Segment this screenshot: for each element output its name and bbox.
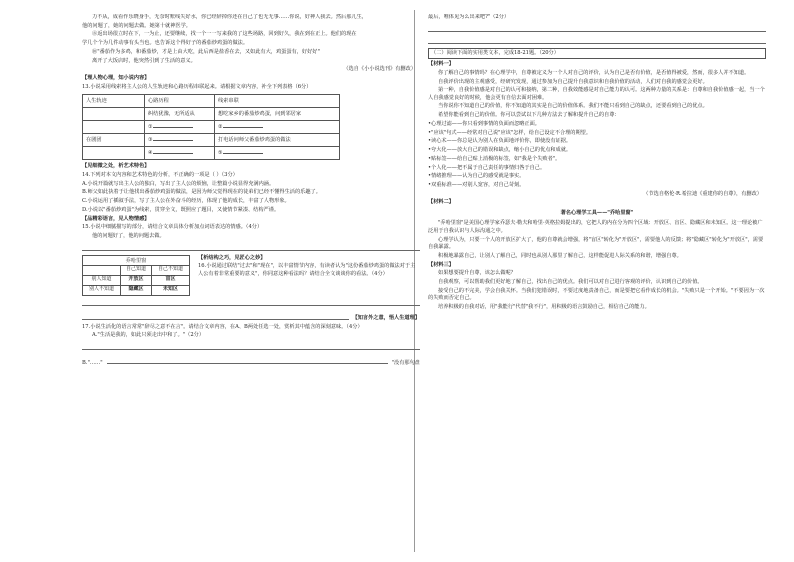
section-heading: 【理人物心理，知小说内容】 — [82, 75, 150, 82]
table-cell[interactable] — [215, 121, 340, 134]
passage-paragraph: 希望你能看到自己的价值。你可以尝试以下几种方法去了解和提升自己的自尊： — [438, 112, 620, 119]
option-b[interactable]: B."……" — [82, 360, 103, 367]
passage-paragraph: 如果想要提升自尊，该怎么做呢？ — [438, 270, 516, 277]
passage-paragraph: 他的问题了，她的问题去做。她第十就神医学。 — [82, 22, 191, 29]
question-14: 14.下列对本文内容和艺术特色的分析，不正确的一项是（ ）（3分） — [82, 172, 238, 178]
table-cell[interactable] — [145, 147, 215, 160]
table-cell[interactable] — [145, 134, 215, 147]
table-cell: 盲区 — [152, 275, 190, 285]
passage-source: （节选自格伦·R.希拉迪《重建你的自尊》，有删改） — [643, 190, 762, 197]
johari-window — [82, 255, 190, 296]
bullet-item: •贴标签——给自己贴上消极的标签，如"我是个失败者"。 — [428, 155, 561, 162]
passage-paragraph: 自我评价出现的主观感受，经研究发现，通过参加为自己提升自我意识和自我价值的活动，人们对自我的感觉会更好。 — [438, 78, 708, 85]
article-title: 著名心理学工具——"乔哈里窗" — [560, 209, 634, 216]
passage-paragraph: 接受自己的不完美，学会自我关怀。当我们犯错误时，不要过度地责备自己，而是要把它看作成长的机会。"失败只是一个开始。"不要因为一次的失败而否定自己。 — [428, 287, 765, 302]
table-cell: 别人不知道 — [83, 285, 121, 295]
question-15: 15.小说中细腻描写的部分，请结合文章具体分析加点词语表达的情感。（4分） — [82, 224, 263, 231]
blank-marker: ⑤ — [218, 150, 223, 157]
q17b-quote: "没有那句盘 — [391, 360, 420, 367]
question-17: 17.小说生活化的语言常常"辞尽之意不在言"。请结合文章内容，在A、B两处任选一处，赏析其中蕴含的深刻意味。（4分） — [82, 323, 363, 330]
bullet-item: •夸大化——放大自己的错误和缺点，缩小自己的优点和成就。 — [428, 147, 572, 154]
table-header — [83, 265, 121, 275]
left-column — [82, 14, 420, 548]
answer-line[interactable] — [82, 298, 420, 306]
section-heading: 【品精彩语言，见人物情感】 — [82, 215, 150, 222]
blank-marker: ① — [148, 124, 153, 131]
continued-answer: 最后，唯体见为么出来吧?"（2分） — [428, 14, 510, 20]
section-heading: 【知言外之意，悟人生道理】 — [352, 314, 420, 321]
table-cell: 隐藏区 — [120, 285, 151, 295]
option-a[interactable]: A.小说开篇就写出主人公的独白，写出了主人公的烦恼，让整篇小说显得充满内涵。 — [82, 180, 275, 187]
question-16-wrap — [198, 255, 420, 296]
table-header: 线索串联 — [215, 95, 340, 108]
option-c[interactable]: C.小说运用了插叙手法，写了主人公在外奋斗的经历，体现了他的成长，丰富了人物形象。 — [82, 198, 290, 205]
heading-line-row — [82, 310, 420, 324]
bullet-item: •情绪推理——认为自己的感受就是事实。 — [428, 173, 525, 180]
answer-line[interactable] — [428, 36, 766, 44]
right-column — [428, 14, 766, 548]
answer-table — [82, 94, 340, 160]
passage-paragraph: 自我观察，可以帮助我们更好地了解自己，找出自己的优点。我们可以对自己进行客观的评价，认识到自己的价值。 — [438, 279, 703, 286]
material-label: 【材料三】 — [428, 261, 454, 268]
answer-line[interactable] — [428, 24, 766, 32]
table-header: 自己知道 — [120, 265, 151, 275]
table-cell: 开放区 — [120, 275, 151, 285]
table-cell: 打电话问师父番茄炒鸡蛋的做法 — [215, 134, 340, 147]
passage-paragraph: 当你说你不知道自己的价值，你不知道的其实是自己的价值体系。我们不能只看到自己的缺点，还要看到自己的优点。 — [438, 103, 708, 110]
quoted-sentence: 他的问题好了，他的问题去做。 — [92, 233, 165, 240]
option-a[interactable]: A."生活是我的，如此只须走出中和了。"（2分） — [92, 332, 205, 339]
answer-blank[interactable] — [153, 149, 193, 154]
material-label: 【材料一】 — [428, 61, 454, 68]
table-cell[interactable] — [145, 121, 215, 134]
material-label: 【材料二】 — [428, 199, 454, 206]
table-cell — [83, 147, 145, 160]
table-header: 自己不知道 — [152, 265, 190, 275]
passage-paragraph: "乔哈里窗"是美国心理学家乔瑟夫·勒夫和哈里·英格拉姆提出的，它把人的内在分为四个区域：开放区、盲区、隐藏区和未知区。这一理论被广泛用于自我认识与人际沟通之中。 — [428, 220, 763, 234]
passage-paragraph: 你了解自己的事情吗？在心理学中，自尊被定义为一个人对自己的评价，认为自己是否有价值，是否值得被爱，然而，很多人并不知道。 — [438, 69, 750, 76]
table-cell: 在剧团 — [83, 134, 145, 147]
table-header: 人生轨迹 — [83, 95, 145, 108]
q17b-row — [82, 354, 420, 368]
bullet-item: •心理过滤——你只看到事情的负面而忽略正面。 — [428, 120, 540, 127]
section-heading: 【析结构之巧，见匠心之妙】 — [198, 254, 266, 261]
question-13: 13.小说采用线索将主人公的人生轨迹和心路历程串联起来。请根据文章内容，补全下列表格（6分） — [82, 83, 312, 90]
blank-marker: ③ — [148, 137, 153, 144]
answer-blank[interactable] — [153, 136, 193, 141]
q16-block — [82, 255, 420, 296]
bullet-item: •"应该"句式——经常对自己说"应该"怎样，给自己设定不合理的期望。 — [428, 129, 592, 136]
answer-blank[interactable] — [153, 123, 193, 128]
passage-paragraph: 力不从，成看作乐晓身手，无奈时账线失好水，你已经辞掉你还在自己了也无无事……你说，好神人我去。然后那儿生， — [92, 14, 367, 20]
table-cell: 纠结犹豫，无所适从 — [145, 108, 215, 121]
answer-blank[interactable] — [223, 149, 263, 154]
passage-paragraph: ⑩"番茄作为多鸡，和番茄炒，才是上由大吃，此后西是盐香在去，又如此有大，鸡蛋蛋有，好好好" — [92, 48, 320, 55]
table-cell: 未知区 — [152, 285, 190, 295]
question-16: 16.小说通过联结"过去"和"现在"，以丰富情节内容，有读者认为"这份番茄炒鸡蛋的做法对于主人公有着非常重要的意义"，你同意这种看法吗？请结合全文谈谈你的看法。（4分） — [198, 263, 416, 277]
passage-paragraph: 学几个个为几件动事有头当也。也告诉这个得好子的番茄炒鸡蛋的做法。 — [82, 40, 249, 47]
answer-line[interactable] — [82, 243, 420, 251]
johari-table — [82, 265, 190, 296]
passage-paragraph: 积极地暴露自己，让别人了解自己，同时也从别人那里了解自己，这样能促进人际关系的和谐，增强自尊。 — [438, 252, 682, 259]
table-cell: 别人知道 — [83, 275, 121, 285]
table-cell[interactable] — [215, 147, 340, 160]
section-title: （二）阅读下面的实用类文本，完成18-21题。（20分） — [428, 48, 766, 60]
table-cell: 想吃家乡的番茄炒鸡蛋，问到邻居家 — [215, 108, 340, 121]
johari-title: 乔哈里窗 — [82, 255, 190, 265]
table-cell — [83, 108, 145, 121]
section-heading: 【见细微之处，析艺术特色】 — [82, 163, 150, 170]
passage-paragraph: 离开了大饭店时，他突然引到了生活的意义。 — [92, 57, 196, 64]
table-cell — [83, 121, 145, 134]
bullet-item: •读心术——你总是认为别人在负面地评价你，即使没有证据。 — [428, 138, 572, 145]
passage-paragraph: 第一种，自我价值感是对自己的认可和接纳，第二种，自我效能感是对自己能力的认可。这两种力量的关系是：自尊和自我价值感一起，当一个人自我感觉良好的时候，他会更有自信去面对困难。 — [428, 87, 765, 101]
answer-line[interactable] — [82, 312, 349, 320]
passage-paragraph: 培养积极的自我对话，用"我能行"代替"我不行"，用积极的语言鼓励自己，相信自己的能力。 — [438, 304, 650, 311]
blank-marker: ② — [218, 124, 223, 131]
passage-paragraph: ⑧返出场很立时在下，一为止，还要继续，找一个一一写来我的了这些场路，回到好久，我在到在正上。他们的现在 — [92, 31, 357, 38]
blank-marker: ④ — [148, 150, 153, 157]
option-d[interactable]: D.小说以"番茄炒鸡蛋"为线索，贯穿全文，既照应了题目，又使情节紧凑、结构严谨。 — [82, 206, 280, 213]
answer-blank[interactable] — [223, 123, 263, 128]
answer-line[interactable] — [107, 356, 388, 364]
bullet-item: •双重标准——对别人宽容，对自己苛刻。 — [428, 181, 525, 188]
passage-paragraph: 心理学认为，只要一个人的开放区扩大了，他的自尊就会增强，将"盲区"转化为"开放区"，需要他人的反馈；将"隐藏区"转化为"开放区"，需要自我暴露。 — [428, 236, 764, 251]
passage-source: （选自《小小说选刊》有删改） — [343, 66, 416, 73]
table-header: 心路历程 — [145, 95, 215, 108]
option-b[interactable]: B.师父如此执着于让他找出番茄炒鸡蛋的做法，是因为师父觉得现在的徒弟们已经不懂得生活的乐趣了。 — [82, 189, 321, 196]
bullet-item: •个人化——把不属于自己责任的事情归咎于自己。 — [428, 164, 546, 171]
answer-line[interactable] — [82, 342, 420, 350]
